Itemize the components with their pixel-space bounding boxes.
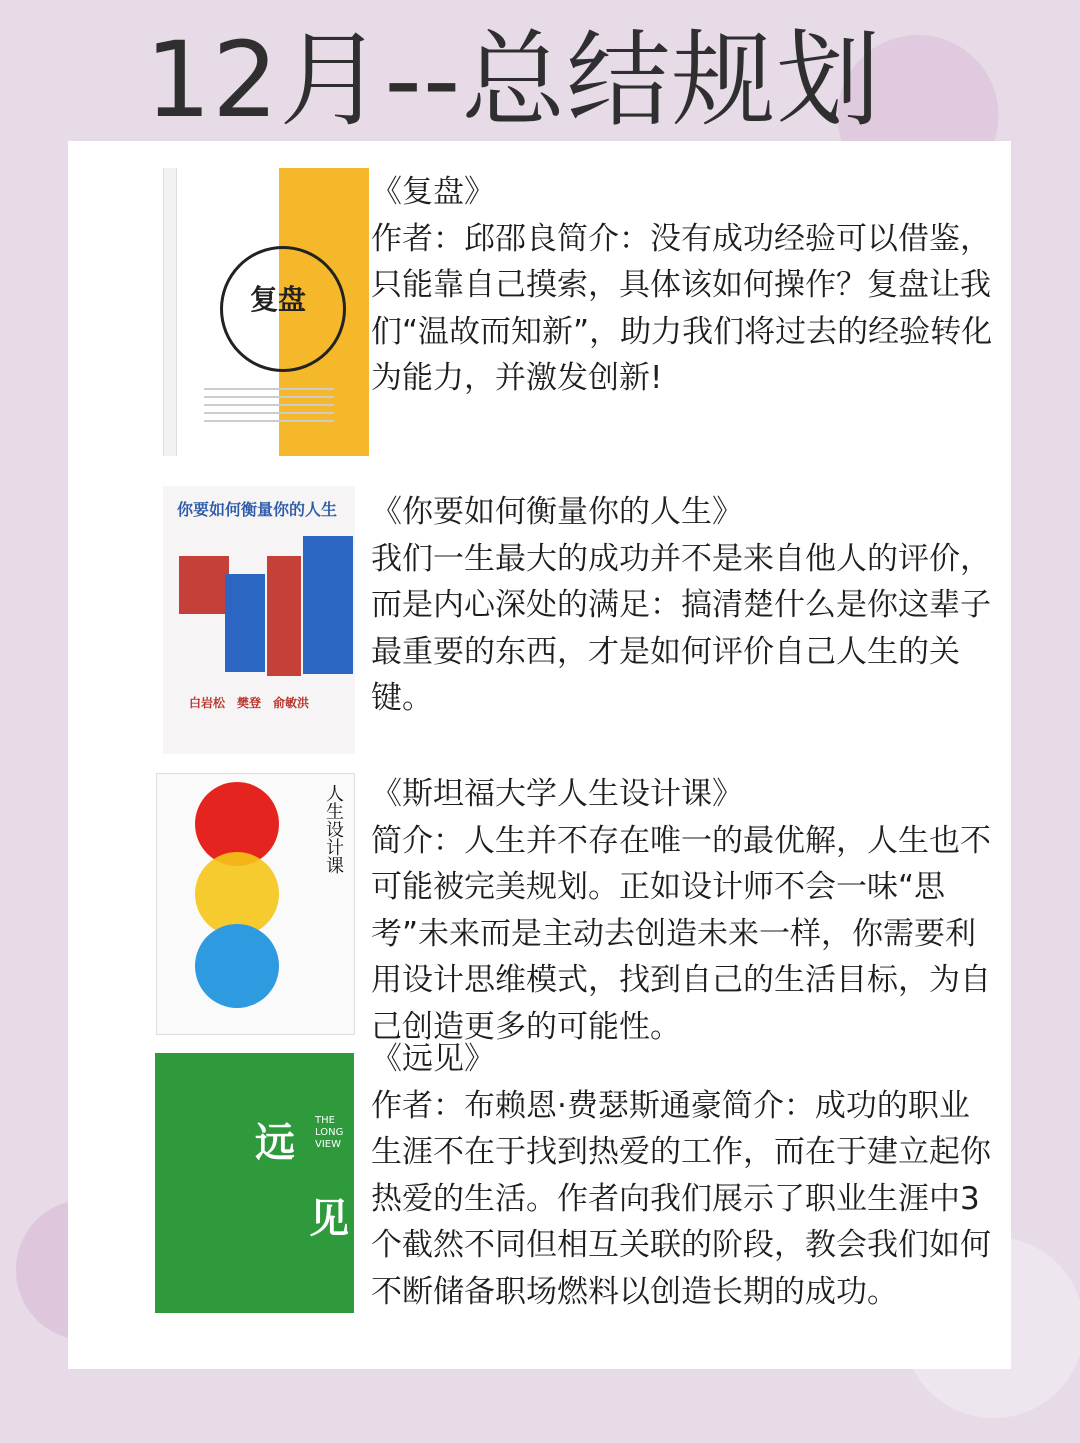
book-spine — [164, 168, 177, 456]
book-summary: 我们一生最大的成功并不是来自他人的评价，而是内心深处的满足：搞清楚什么是你这辈子最重要的东西，才是如何评价自己人生的关键。 — [371, 540, 991, 716]
cover-block-blue — [225, 574, 265, 672]
book-title: 《远见》 — [371, 1041, 495, 1077]
book-description-2 — [371, 489, 996, 722]
book-description-1 — [371, 169, 996, 402]
cover-authors: 白岩松 樊登 俞敏洪 — [189, 696, 310, 710]
book-summary: 简介：人生并不存在唯一的最优解，人生也不可能被完美规划。正如设计师不会一味“思考”未来而是主动去创造未来一样，你需要利用设计思维模式，找到自己的生活目标，为自己创造更多的可能性。 — [371, 822, 991, 1045]
page-title: 12月--总结规划 — [145, 19, 882, 141]
book-title: 《斯坦福大学人生设计课》 — [371, 776, 743, 812]
book-cover-long-view — [155, 1053, 354, 1313]
cover-blue-circle — [195, 924, 279, 1008]
cover-block-blue — [303, 536, 353, 674]
cover-title-char-1: 远 — [255, 1119, 295, 1166]
book-title: 《复盘》 — [371, 174, 495, 210]
cover-block-red — [267, 556, 301, 676]
cover-english-title: THE LONG VIEW — [315, 1115, 344, 1150]
cover-title: 人生设计课 — [323, 784, 344, 874]
book-cover-life-design — [156, 773, 355, 1035]
cover-title-char-2: 见 — [309, 1195, 349, 1242]
book-cover-measure-life — [163, 486, 355, 754]
book-description-3 — [371, 771, 996, 1050]
book-description-4 — [371, 1036, 996, 1315]
cover-title: 复盘 — [250, 283, 307, 316]
book-title: 《你要如何衡量你的人生》 — [371, 494, 743, 530]
book-summary: 作者：邱邵良简介：没有成功经验可以借鉴，只能靠自己摸索，具体该如何操作？复盘让我们“温故而知新”，助力我们将过去的经验转化为能力，并激发创新! — [371, 220, 993, 396]
cover-title: 你要如何衡量你的人生 — [177, 500, 338, 519]
book-summary: 作者：布赖恩·费瑟斯通豪简介：成功的职业生涯不在于找到热爱的工作，而在于建立起你热爱的生活。作者向我们展示了职业生涯中3个截然不同但相互关联的阶段，教会我们如何不断储备职场燃料以创造长期的成功。 — [371, 1087, 991, 1310]
book-cover-fupan — [163, 168, 369, 456]
cover-text-lines — [204, 388, 334, 428]
cover-block-red — [179, 556, 229, 614]
content-card — [68, 141, 1011, 1369]
